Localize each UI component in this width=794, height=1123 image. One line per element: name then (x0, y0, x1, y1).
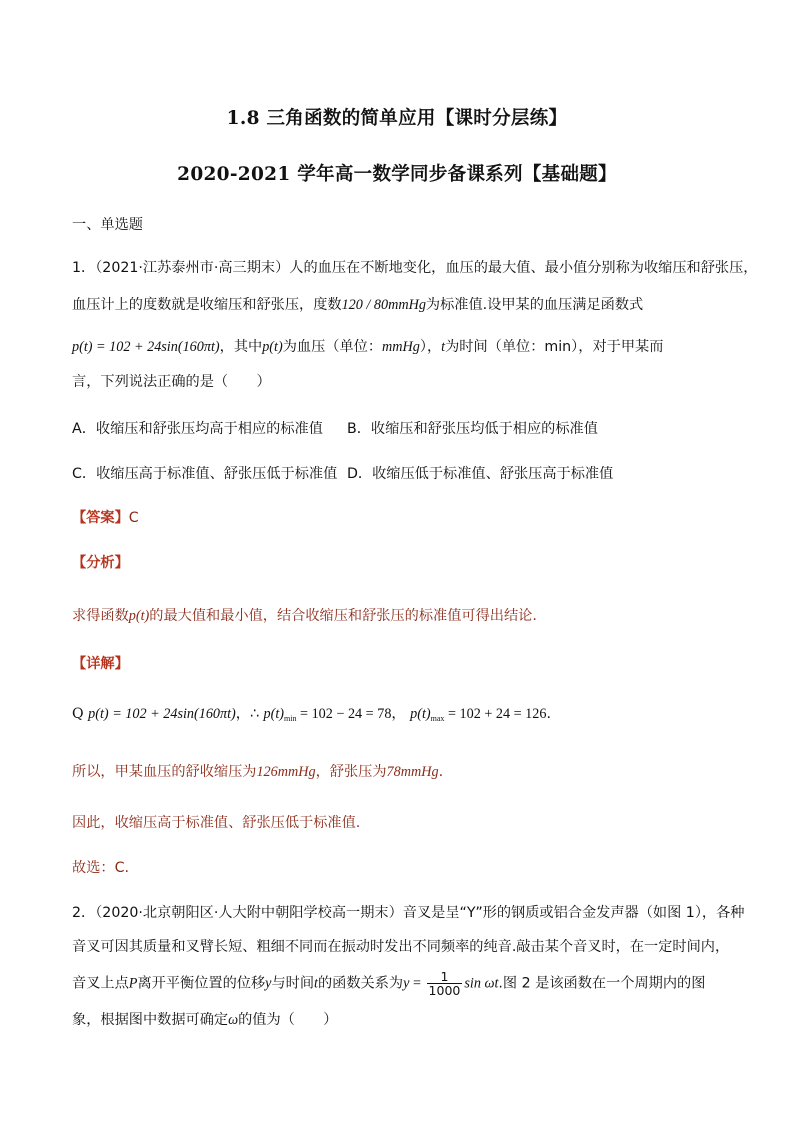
q2-var-t: t (314, 975, 318, 992)
q2-line1: 2．（2020·北京朝阳区·人大附中朝阳学校高一期末）音叉是呈“Y”形的钢质或铝合金发声器（如图 1），各种 (72, 905, 745, 921)
answer-tag: 【答案】 (72, 510, 129, 526)
q2-var-y: y (265, 975, 272, 992)
section-heading: 一、单选题 (72, 217, 143, 233)
q2-line3-text-c: 与时间 (271, 975, 315, 992)
detail-end: . (546, 706, 551, 722)
q1-line3 (72, 337, 722, 357)
q1-answer-line (72, 508, 722, 528)
analysis-pt: p(t) (128, 608, 150, 624)
q2-line3 (72, 970, 722, 997)
detail-min-value: = 102 − 24 = 78 (296, 706, 392, 722)
document-subtitle: 2020-2021 学年高一数学同步备课系列【基础题】 (177, 164, 617, 185)
q1-option-b: B．收缩压和舒张压均低于相应的标准值 (347, 421, 598, 437)
q2-line2: 音叉可因其质量和叉臂长短、粗细不同而在振动时发出不同频率的纯音.敲击某个音叉时，在一定时间内， (72, 939, 730, 955)
detail-therefore-line: 因此，收缩压高于标准值、舒张压低于标准值. (72, 815, 361, 831)
detail-min-p: p(t) (263, 706, 285, 722)
q1-line3-text-d: 为时间（单位：min），对于甲某而 (445, 339, 664, 355)
q1-standard-value: 120 / 80mmHg (341, 297, 426, 313)
detail-max-expr (410, 706, 546, 722)
q1-option-a: A．收缩压和舒张压均高于相应的标准值 (72, 421, 323, 437)
so-text-b: ，舒张压为 (315, 764, 387, 780)
q1-line3-text-a: ，其中 (219, 339, 263, 355)
detail-tag-text: 【详解】 (72, 656, 129, 672)
so-text-a: 所以，甲某血压的舒收缩压为 (72, 764, 257, 780)
detail-min-expr (264, 706, 392, 722)
q1-options-row2 (72, 464, 722, 484)
detail-max-sub: max (430, 714, 445, 723)
detail-therefore: ，∴ (235, 706, 259, 722)
analysis-tag (72, 553, 722, 573)
q2-line4-text-a: 象，根据图中数据可确定 (72, 1012, 229, 1028)
answer-value: C (128, 510, 139, 526)
analysis-tag-text: 【分析】 (72, 555, 129, 571)
q1-pt: p(t) (262, 339, 283, 355)
q1-function-formula: p(t) = 102 + 24sin(160πt) (72, 339, 220, 355)
detail-max-p: p(t) (410, 706, 431, 722)
detail-q: Q (72, 706, 84, 722)
q1-option-d: D．收缩压低于标准值、舒张压高于标准值 (347, 466, 614, 482)
q2-line3-text-e: .图 2 是该函数在一个周期内的图 (498, 975, 706, 992)
q2-line4-text-b: 的值为（ ） (238, 1012, 338, 1028)
detail-tag (72, 654, 722, 674)
q2-var-y2: y (403, 975, 410, 992)
detail-formula-line (72, 704, 722, 729)
q2-fraction-denominator: 1000 (428, 983, 461, 998)
so-systolic: 126mmHg (256, 764, 316, 780)
q1-line2 (72, 295, 722, 315)
q2-sin-omega-t: sin ωt (464, 975, 499, 992)
q2-line4 (72, 1010, 722, 1030)
document-title: 1.8 三角函数的简单应用【课时分层练】 (226, 108, 568, 129)
detail-choose-line: 故选：C. (72, 860, 129, 876)
q2-line3-text-b: 离开平衡位置的位移 (137, 975, 266, 992)
q2-line3-text-a: 音叉上点 (72, 975, 129, 992)
q1-line1: 1．（2021·江苏泰州市·高三期末）人的血压在不断地变化，血压的最大值、最小值分别称为收缩压和舒张压， (72, 260, 758, 276)
q1-unit: mmHg (382, 339, 420, 355)
q1-line3-text-b: 为血压（单位： (282, 339, 383, 355)
q2-line3-text-d: 的函数关系为 (317, 975, 404, 992)
q1-option-c: C．收缩压高于标准值、舒张压低于标准值 (72, 466, 338, 482)
q2-equals: = (409, 975, 425, 992)
detail-max-value: = 102 + 24 = 126 (444, 706, 547, 722)
q1-t: t (441, 339, 446, 355)
q1-line2-text-a: 血压计上的度数就是收缩压和舒张压，度数 (72, 297, 342, 313)
detail-comma: ， (391, 706, 406, 722)
q2-omega: ω (228, 1012, 239, 1028)
detail-min-sub: min (284, 714, 297, 723)
q2-point-p: P (128, 975, 138, 992)
analysis-text-b: 的最大值和最小值，结合收缩压和舒张压的标准值可得出结论. (149, 608, 537, 624)
analysis-text (72, 606, 722, 626)
q1-line3-text-c: ）， (419, 339, 442, 355)
q1-line2-text-b: 为标准值.设甲某的血压满足函数式 (425, 297, 644, 313)
q1-options-row1 (72, 419, 722, 439)
q2-fraction-numerator: 1 (427, 970, 463, 984)
detail-so-line (72, 762, 722, 782)
so-text-c: . (438, 764, 444, 780)
q1-line4: 言，下列说法正确的是（ ） (72, 374, 271, 390)
detail-function: p(t) = 102 + 24sin(160πt) (88, 706, 236, 722)
analysis-text-a: 求得函数 (72, 608, 129, 624)
so-diastolic: 78mmHg (386, 764, 439, 780)
q2-fraction (427, 970, 463, 997)
